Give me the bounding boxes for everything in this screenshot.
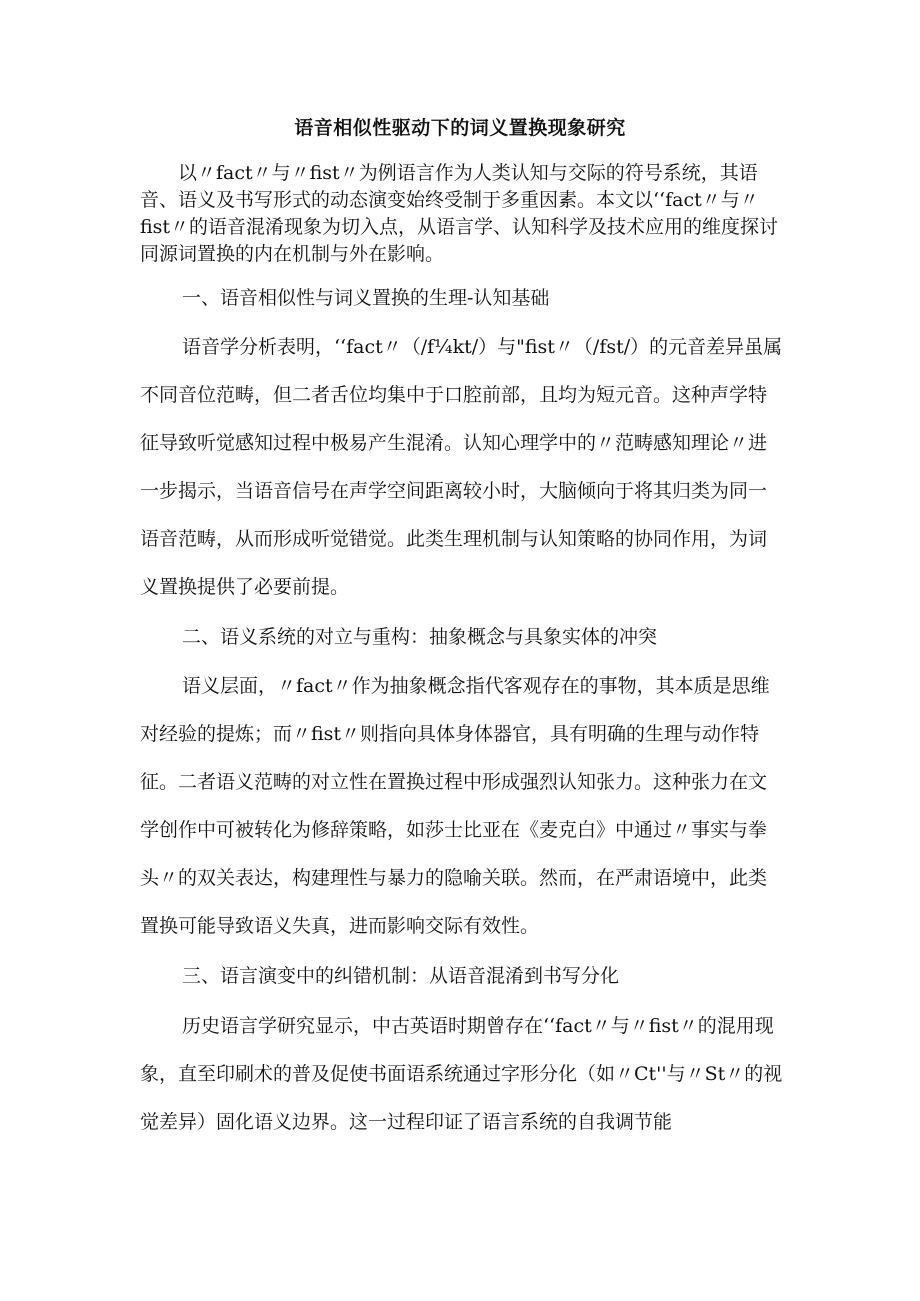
section-2-paragraph: 语义层面，〃fact〃作为抽象概念指代客观存在的事物，其本质是思维对经验的提炼；而〃fist〃则指向具体身体器官，具有明确的生理与动作特征。二者语义范畴的对立性在置换过程中形成强烈认知张力。这种张力在文学创作中可被转化为修辞策略，如莎士比亚在《麦克白》中通过〃事实与拳头〃的双关表达，构建理性与暴力的隐喻关联。然而，在严肃语境中，此类置换可能导致语义失真，进而影响交际有效性。: [140, 675, 770, 937]
document-title: 语音相似性驱动下的词义置换现象研究: [294, 117, 626, 139]
section-3-heading: 三、语言演变中的纠错机制：从语音混淆到书写分化: [182, 965, 620, 987]
section-1-heading: 一、语音相似性与词义置换的生理-认知基础: [182, 287, 550, 309]
intro-paragraph: 以〃fact〃与〃fist〃为例语言作为人类认知与交际的符号系统，其语音、语义及书写形式的动态演变始终受制于多重因素。本文以‘‘fact〃与〃fist〃的语音混淆现象为切入点，从语言学、认知科学及技术应用的维度探讨同源词置换的内在机制与外在影响。: [140, 162, 779, 265]
section-1-paragraph: 语音学分析表明，‘‘fact〃（/f¼kt∕）与"fist〃（/fst∕）的元音差异虽属不同音位范畴，但二者舌位均集中于口腔前部，且均为短元音。这种声学特征导致听觉感知过程中极易产生混淆。认知心理学中的〃范畴感知理论〃进一步揭示，当语音信号在声学空间距离较小时，大脑倾向于将其归类为同一语音范畴，从而形成听觉错觉。此类生理机制与认知策略的协同作用，为词义置换提供了必要前提。: [140, 336, 783, 598]
section-2-heading: 二、语义系统的对立与重构：抽象概念与具象实体的冲突: [182, 626, 658, 648]
section-3-paragraph: 历史语言学研究显示，中古英语时期曾存在‘‘fact〃与〃fist〃的混用现象，直至印刷术的普及促使书面语系统通过字形分化（如〃Ct''与〃St〃的视觉差异）固化语义边界。这一过程印证了语言系统的自我调节能: [140, 1015, 783, 1133]
